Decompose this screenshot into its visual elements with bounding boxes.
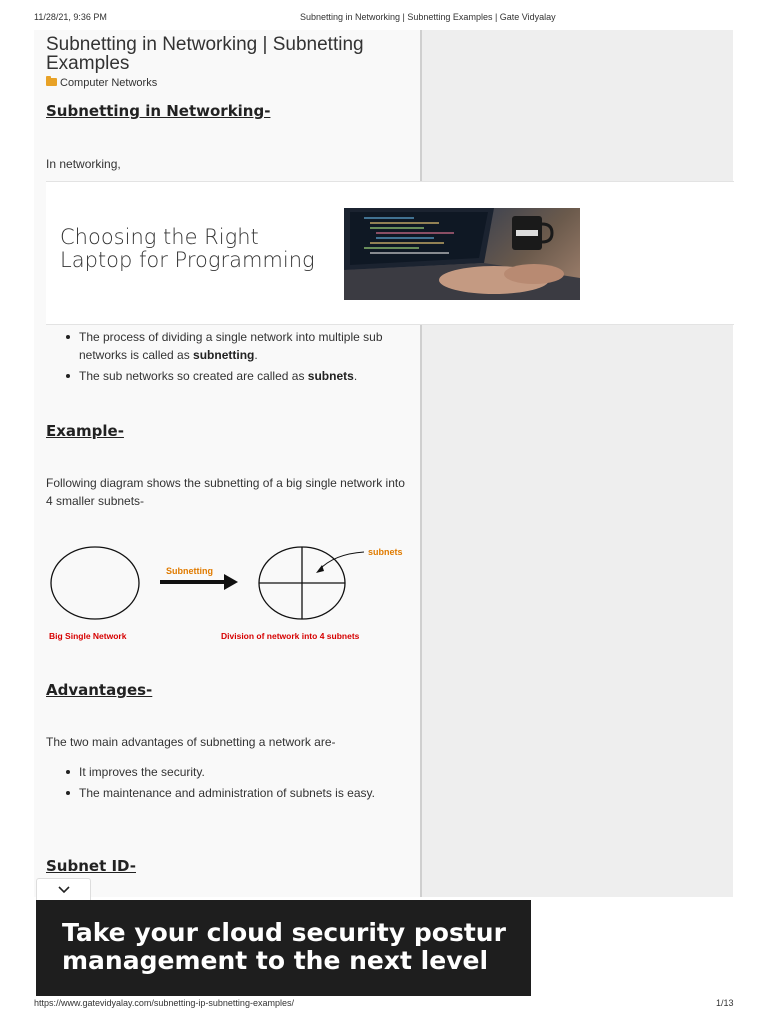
- page-number: 1/13: [716, 998, 734, 1008]
- bottom-ad-line-2: management to the next level: [62, 946, 489, 975]
- section-heading-subnet-id: Subnet ID-: [46, 857, 136, 875]
- category-link[interactable]: [46, 77, 157, 89]
- print-header: [0, 12, 768, 26]
- bottom-ad-line-1: Take your cloud security postur: [62, 918, 506, 947]
- subnetting-arrow-head: [224, 574, 238, 590]
- ad-headline: [60, 226, 315, 272]
- chevron-down-icon: [57, 885, 71, 895]
- sidebar-column: [420, 30, 733, 897]
- arrow-label: Subnetting: [166, 566, 213, 576]
- list-item: The sub networks so created are called as subnets.: [79, 367, 409, 385]
- category-label: Computer Networks: [60, 77, 158, 89]
- folder-icon: [46, 78, 57, 86]
- example-text: Following diagram shows the subnetting of a big single network into 4 smaller subnets-: [46, 476, 405, 508]
- ad-line-1: Choosing the Right: [60, 225, 259, 249]
- print-footer: [0, 998, 768, 1012]
- definition-list: [79, 328, 409, 388]
- post-title[interactable]: Subnetting in Networking | Subnetting Examples: [46, 34, 364, 74]
- ad-line-2: Laptop for Programming: [60, 248, 315, 272]
- laptop-photo: [344, 208, 580, 300]
- bottom-ad-panel: [36, 900, 531, 996]
- ad-banner[interactable]: [46, 181, 734, 325]
- list-item: The maintenance and administration of subnets is easy.: [79, 784, 409, 802]
- section-heading-example: Example-: [46, 422, 124, 440]
- list-item: The process of dividing a single network into multiple sub networks is called as subnetting.: [79, 328, 409, 364]
- print-timestamp: 11/28/21, 9:36 PM: [34, 12, 107, 22]
- advantages-list: [79, 763, 409, 805]
- left-caption: Big Single Network: [49, 631, 127, 641]
- single-network-circle: [51, 547, 139, 619]
- list-item: It improves the security.: [79, 763, 409, 781]
- section-heading-advantages: Advantages-: [46, 681, 153, 699]
- subnetting-diagram: [46, 540, 416, 650]
- section-heading-subnetting: Subnetting in Networking-: [46, 102, 271, 120]
- print-url: https://www.gatevidyalay.com/subnetting-ip-subnetting-examples/: [34, 998, 294, 1008]
- bottom-ad[interactable]: [36, 900, 732, 998]
- advantages-text: The two main advantages of subnetting a network are-: [46, 735, 336, 749]
- subnets-label: subnets: [368, 547, 403, 557]
- intro-text: In networking,: [46, 157, 121, 171]
- ad-collapse-button[interactable]: [36, 878, 91, 900]
- print-page-title: Subnetting in Networking | Subnetting Examples | Gate Vidyalay: [300, 12, 556, 22]
- right-caption: Division of network into 4 subnets: [221, 631, 360, 641]
